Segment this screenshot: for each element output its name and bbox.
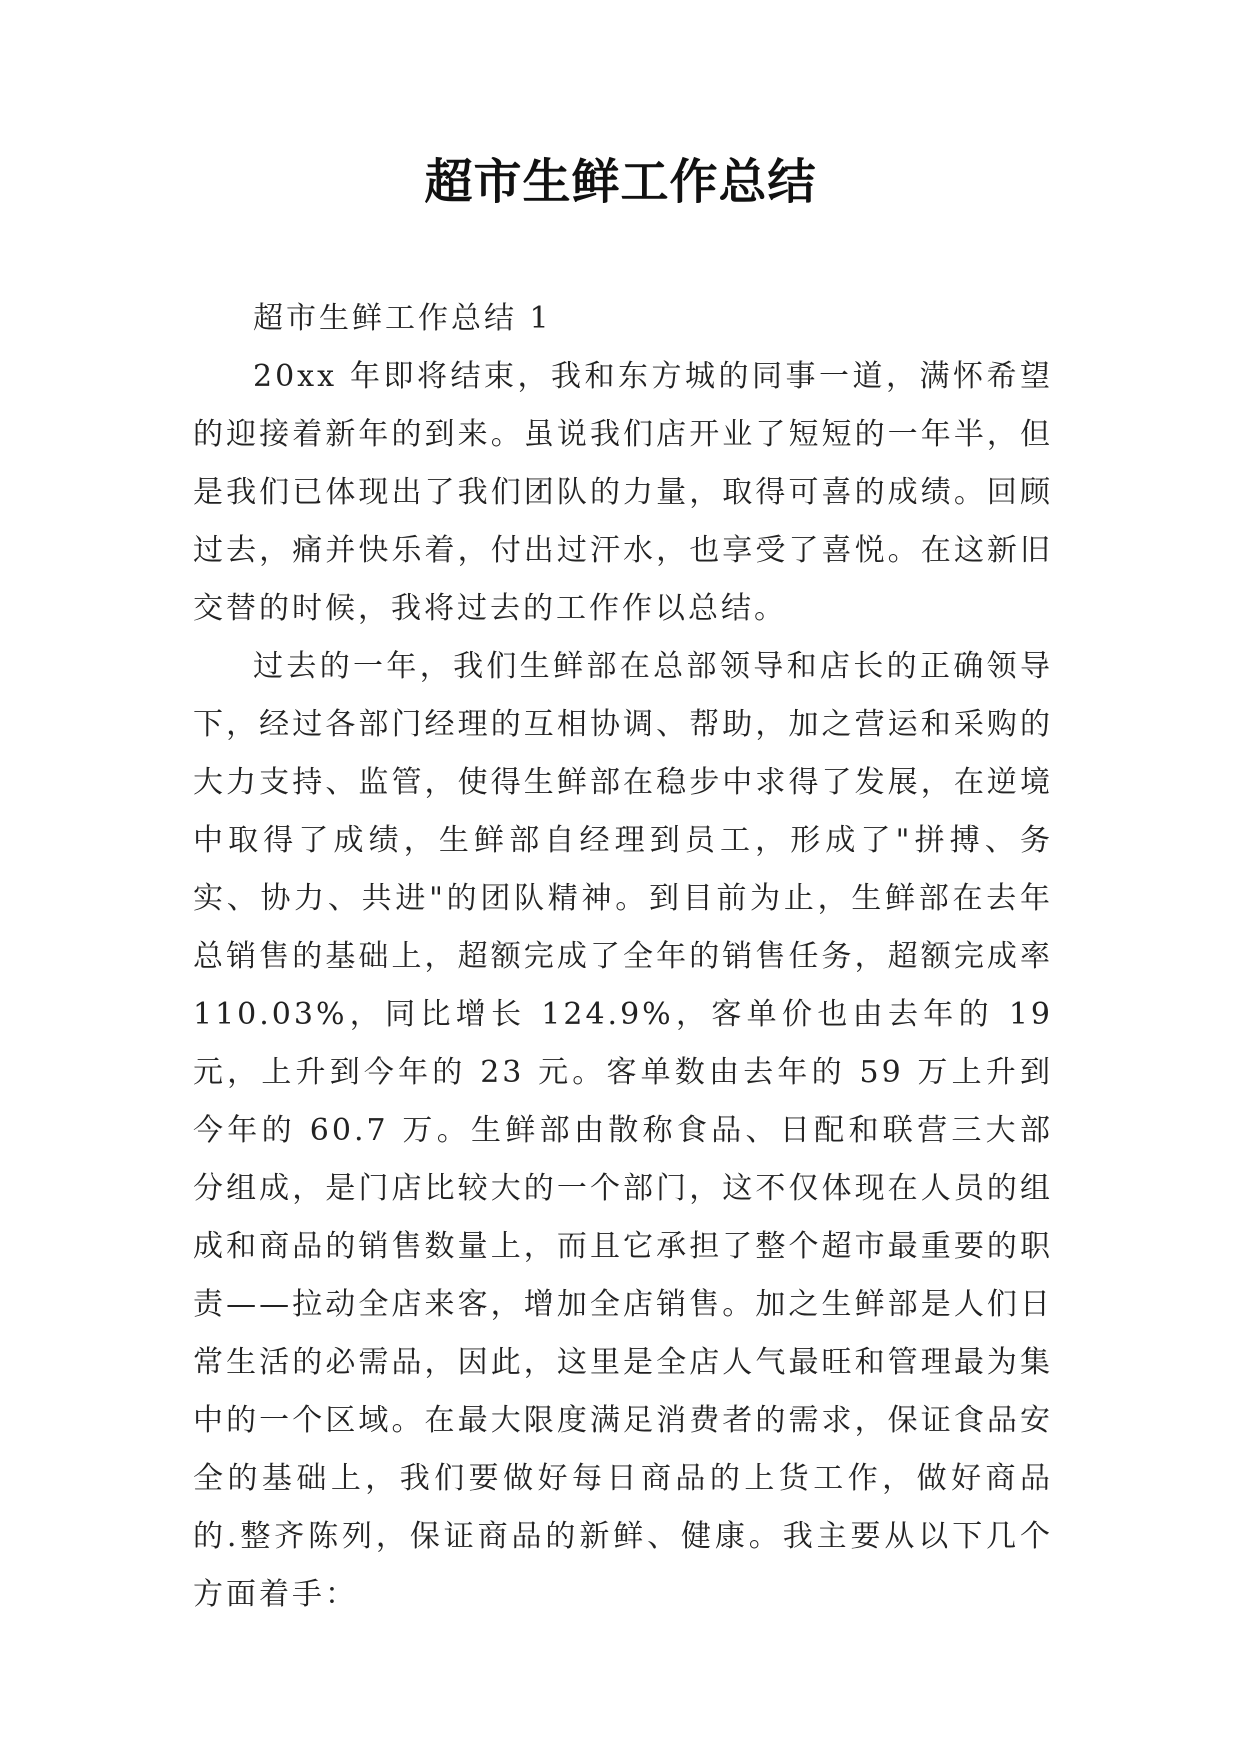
document-title: 超市生鲜工作总结 [424,154,817,210]
paragraph-review: 过去的一年，我们生鲜部在总部领导和店长的正确领导下，经过各部门经理的互相协调、帮助，加之营运和采购的大力支持、监管，使得生鲜部在稳步中求得了发展，在逆境中取得了成绩，生鲜部自经理到员工，形成了"拼搏、务实、协力、共进"的团队精神。到目前为止，生鲜部在去年总销售的基础上，超额完成了全年的销售任务，超额完成率 110.03%，同比增长 124.9%，客单价也由去年的 19 元，上升到今年的 23 元。客单数由去年的 59 万上升到今年的 60.7 万。生鲜部由散称食品、日配和联营三大部分组成，是门店比较大的一个部门，这不仅体现在人员的组成和商品的销售数量上，而且它承担了整个超市最重要的职责——拉动全店来客，增加全店销售。加之生鲜部是人们日常生活的必需品，因此，这里是全店人气最旺和管理最为集中的一个区域。在最大限度满足消费者的需求，保证食品安全的基础上，我们要做好每日商品的上货工作，做好商品的.整齐陈列，保证商品的新鲜、健康。我主要从以下几个方面着手： [193,649,1053,1612]
section-heading: 超市生鲜工作总结 1 [253,301,552,336]
paragraph-intro: 20xx 年即将结束，我和东方城的同事一道，满怀希望的迎接着新年的到来。虽说我们店开业了短短的一年半，但是我们已体现出了我们团队的力量，取得可喜的成绩。回顾过去，痛并快乐着，付出过汗水，也享受了喜悦。在这新旧交替的时候，我将过去的工作作以总结。 [193,359,1053,626]
document-body [193,290,1053,1624]
